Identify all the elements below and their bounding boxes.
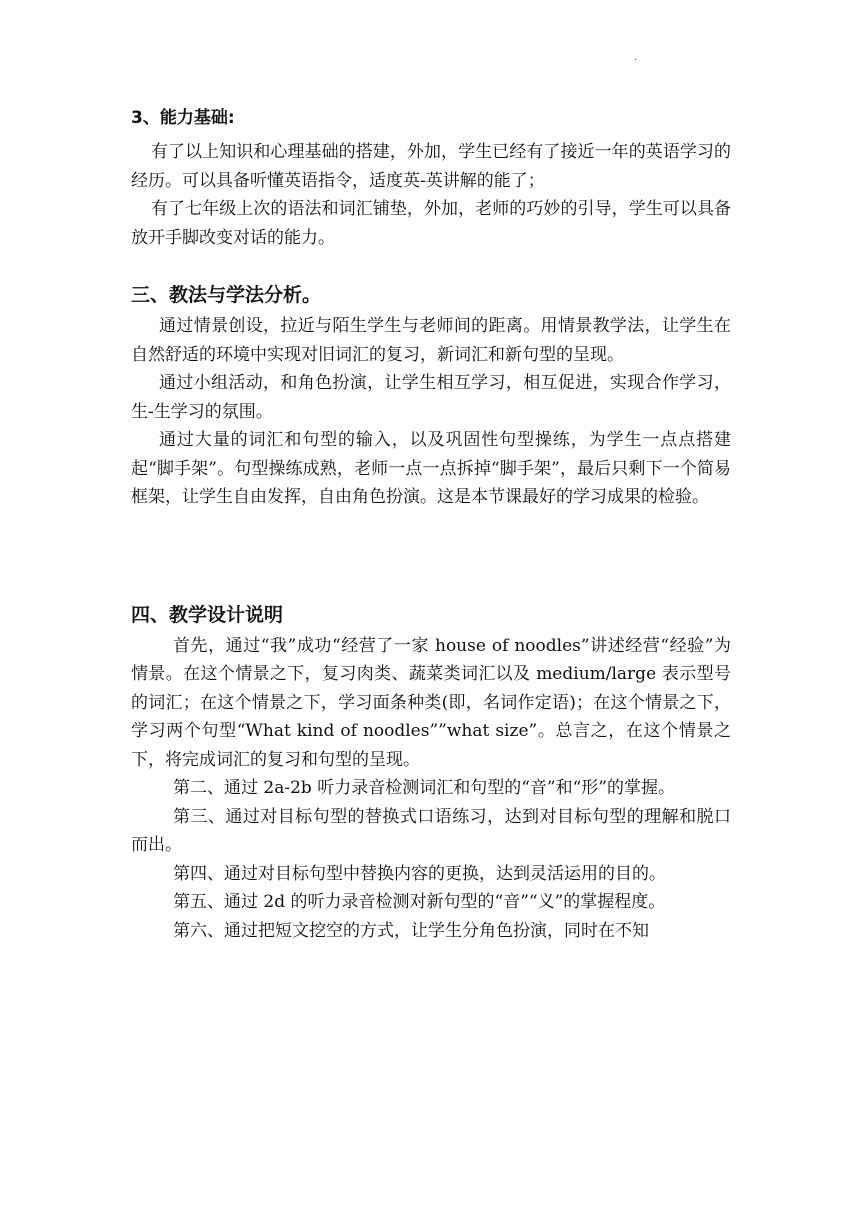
paragraph: 有了以上知识和心理基础的搭建，外加，学生已经有了接近一年的英语学习的经历。可以具备听懂英语指令，适度英-英讲解的能了； <box>131 142 731 191</box>
document-body <box>131 104 731 945</box>
paragraph: 通过情景创设，拉近与陌生学生与老师间的距离。用情景教学法，让学生在自然舒适的环境中实现对旧词汇的复习，新词汇和新句型的呈现。 <box>131 316 731 365</box>
paragraph: 第六、通过把短文挖空的方式，让学生分角色扮演，同时在不知 <box>173 920 649 941</box>
page-mark: · <box>634 55 638 66</box>
paragraph: 通过大量的词汇和句型的输入，以及巩固性句型操练，为学生一点点搭建起“脚手架”。句型操练成熟，老师一点一点拆掉“脚手架”，最后只剩下一个简易框架，让学生自由发挥，自由角色扮演。这是本节课最好的学习成果的检验。 <box>131 430 731 507</box>
paragraph: 第四、通过对目标句型中替换内容的更换，达到灵活运用的目的。 <box>173 863 666 884</box>
paragraph: 有了七年级上次的语法和词汇铺垫，外加，老师的巧妙的引导，学生可以具备放开手脚改变对话的能力。 <box>131 199 731 248</box>
paragraph: 第二、通过 2a-2b 听力录音检测词汇和句型的“音”和“形”的掌握。 <box>173 778 675 798</box>
subsection-heading-ability: 3、能力基础: <box>131 108 235 128</box>
paragraph: 首先，通过“我”成功“经营了一家 house of noodles”讲述经营“经验”为情景。在这个情景之下，复习肉类、蔬菜类词汇以及 medium/large 表示型号的词汇；在这个情景之下，学习面条种类(即，名词作定语)；在这个情景之下，学习两个句型“What kind of noodles””what size”。总言之，在这个情景之下，将完成词汇的复习和句型的呈现。 <box>131 635 731 770</box>
section-heading-design: 四、教学设计说明 <box>131 603 284 626</box>
paragraph: 通过小组活动，和角色扮演，让学生相互学习，相互促进，实现合作学习，生-生学习的氛围。 <box>131 373 731 422</box>
paragraph: 第五、通过 2d 的听力录音检测对新句型的“音”“义”的掌握程度。 <box>173 892 666 912</box>
section-heading-methods: 三、教法与学法分析。 <box>131 284 322 306</box>
paragraph: 第三、通过对目标句型的替换式口语练习，达到对目标句型的理解和脱口而出。 <box>131 806 731 855</box>
